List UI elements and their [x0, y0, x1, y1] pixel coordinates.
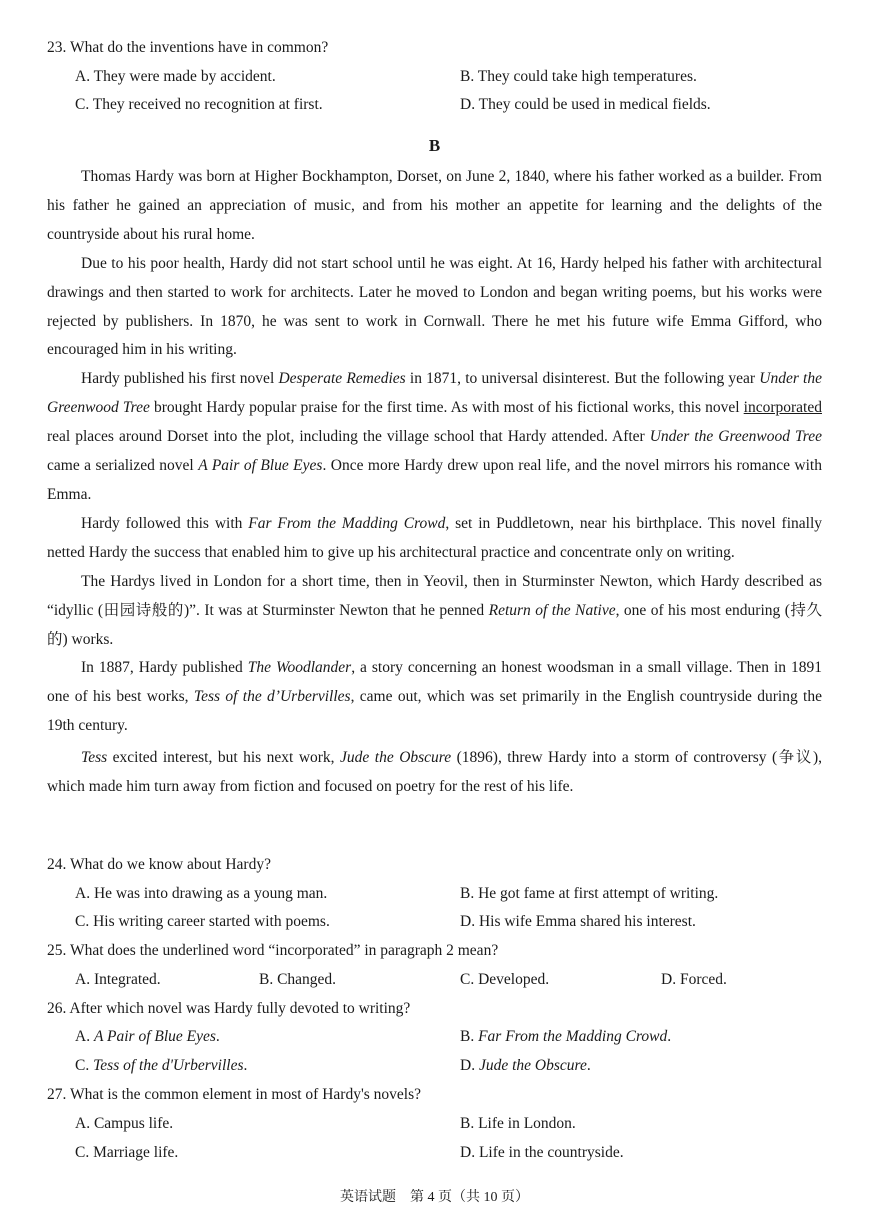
text: , came out, which was set primarily in the English countryside during the 19th century.: [47, 688, 822, 735]
text: brought Hardy popular praise for the first time. As with most of his fictional works, this novel: [149, 399, 744, 417]
text: The Hardys lived in London for a short time, then in Yeovil, then in Sturminster Newton, which Hardy described as “idyllic (田园诗般的)”. It was at Sturminster Newton that he penned: [47, 572, 822, 619]
text: , a story concerning an honest woodsman in a small village. Then in 1891 one of his best works,: [47, 659, 823, 706]
question-23-option-b: B. They could take high temperatures.: [460, 68, 697, 85]
paragraph-3: [47, 365, 822, 510]
text: came a serialized novel: [47, 457, 199, 475]
text: In 1887, Hardy published: [81, 659, 248, 677]
text: (1896), threw Hardy into a storm of controversy (争议), which made him turn away from fiction and focused on poetry for the rest of his life.: [47, 749, 823, 796]
option-letter: C.: [75, 1057, 94, 1074]
text: . Once more Hardy drew upon real life, and the novel mirrors his romance with Emma.: [47, 457, 822, 503]
question-25-option-a: A. Integrated.: [75, 971, 161, 988]
question-23-option-d: D. They could be used in medical fields.: [460, 96, 711, 113]
option-title: Far From the Madding Crowd: [478, 1028, 668, 1045]
book-title: Under the Greenwood Tree: [47, 370, 822, 417]
option-end: .: [215, 1028, 220, 1045]
question-26-option-a: [75, 1028, 220, 1046]
paragraph-5: [47, 568, 822, 655]
text: in 1871, to universal disinterest. But the following year: [405, 370, 760, 388]
option-title: Tess of the d'Urbervilles: [93, 1057, 244, 1074]
text: , set in Puddletown, near his birthplace. This novel finally netted Hardy the success that enabled him to give up his architectural practice and concentrate only on writing.: [47, 514, 823, 561]
paragraph-7: [47, 744, 822, 802]
reading-passage: [47, 163, 822, 802]
book-title: Return of the Native: [488, 601, 616, 619]
book-title: Tess: [81, 749, 108, 767]
question-27-option-a: A. Campus life.: [75, 1115, 174, 1132]
question-23-stem: 23. What do the inventions have in common?: [47, 39, 329, 56]
text: , one of his most enduring (持久的) works.: [47, 601, 822, 648]
option-title: Jude the Obscure: [478, 1057, 587, 1074]
question-24-option-d: D. His wife Emma shared his interest.: [460, 913, 696, 930]
question-24-stem: 24. What do we know about Hardy?: [47, 856, 271, 873]
question-26-option-c: [75, 1057, 247, 1075]
question-26-option-b: [460, 1028, 671, 1046]
option-letter: D.: [460, 1057, 479, 1074]
question-27-stem: 27. What is the common element in most of Hardy's novels?: [47, 1086, 422, 1103]
book-title: Tess of the d’Urbervilles: [193, 688, 351, 706]
question-25-stem: 25. What does the underlined word “incorporated” in paragraph 2 mean?: [47, 942, 499, 959]
book-title: Desperate Remedies: [278, 370, 406, 388]
question-27-option-c: C. Marriage life.: [75, 1144, 179, 1161]
question-25-option-c: C. Developed.: [460, 971, 550, 988]
question-26-option-d: [460, 1057, 591, 1075]
book-title: Under the Greenwood Tree: [649, 428, 822, 446]
book-title: A Pair of Blue Eyes: [198, 457, 323, 475]
paragraph-1: Thomas Hardy was born at Higher Bockhampton, Dorset, on June 2, 1840, where his father worked as a builder. From his father he gained an appreciation of music, and from his mother an appetite for learning and the delights of the countryside about his rural home.: [47, 168, 822, 243]
page-footer: 英语试题 第 4 页（共 10 页）: [340, 1190, 529, 1205]
question-26-stem: 26. After which novel was Hardy fully devoted to writing?: [47, 1000, 411, 1017]
text: real places around Dorset into the plot, including the village school that Hardy attended. After: [47, 428, 650, 446]
option-end: .: [243, 1057, 248, 1074]
option-title: A Pair of Blue Eyes: [93, 1028, 216, 1045]
question-25-option-d: D. Forced.: [661, 971, 727, 988]
text: Hardy published his first novel: [81, 370, 279, 388]
book-title: Jude the Obscure: [340, 749, 452, 767]
book-title: Far From the Madding Crowd: [248, 514, 446, 532]
question-24-option-a: A. He was into drawing as a young man.: [75, 885, 328, 902]
question-25-option-b: B. Changed.: [259, 971, 337, 988]
question-24-option-c: C. His writing career started with poems.: [75, 913, 330, 930]
question-27-option-d: D. Life in the countryside.: [460, 1144, 624, 1161]
option-end: .: [586, 1057, 591, 1074]
question-24-option-b: B. He got fame at first attempt of writing.: [460, 885, 719, 902]
book-title: The Woodlander: [247, 659, 352, 677]
paragraph-2: Due to his poor health, Hardy did not start school until he was eight. At 16, Hardy helped his father with architectural drawings and then started to work for architects. Later he moved to London and began writing poems, but his works were rejected by publishers. In 1870, he was sent to work in Cornwall. There he met his future wife Emma Gifford, who encouraged him in his writing.: [47, 254, 822, 359]
paragraph-6: [47, 654, 822, 741]
option-end: .: [667, 1028, 672, 1045]
text: Hardy followed this with: [81, 514, 249, 532]
question-23-option-a: A. They were made by accident.: [75, 68, 276, 85]
section-heading: B: [428, 136, 441, 155]
paragraph-4: [47, 510, 822, 568]
underlined-word: incorporated: [743, 399, 822, 417]
question-23-option-c: C. They received no recognition at first.: [75, 96, 323, 113]
question-27-option-b: B. Life in London.: [460, 1115, 576, 1132]
option-letter: B.: [460, 1028, 479, 1045]
option-letter: A.: [75, 1028, 94, 1045]
text: excited interest, but his next work,: [107, 749, 341, 767]
